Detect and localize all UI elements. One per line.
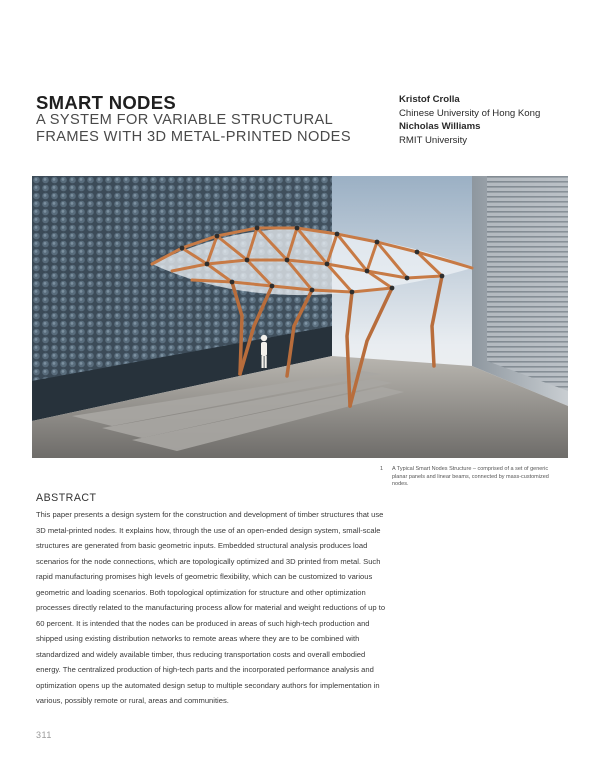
canopy-rendering (32, 176, 568, 458)
author-name: Kristof Crolla (399, 94, 460, 105)
figure-caption (380, 466, 560, 489)
hero-figure-image (32, 176, 568, 458)
author-block (399, 93, 540, 147)
subtitle-line-2: FRAMES WITH 3D METAL-PRINTED NODES (36, 129, 351, 145)
subtitle-line-1: A SYSTEM FOR VARIABLE STRUCTURAL (36, 112, 334, 128)
abstract-body: This paper presents a design system for the construction and development of timber structures that use 3D metal-printed nodes. It explains how, through the use of an open-ended design system, small-scale structures are generated from basic geometric inputs. Embedded structural analysis produces load scenarios for the node connections, which are topologically optimized and 3D printed from metal. Such rapid manufacturing promises high levels of geometric flexibility, which can be customized to various geometric and loading scenarios. Both topological optimization for structure and other optimization processes directly related to the manufacturing process allow for material and weight reductions of up to 60 percent. It is intended that the nodes can be produced in areas of such high-tech production and shipped using existing distribution networks to remote areas where they are to be combined with standardized and widely available timber, thus reducing transportation costs and overall embodied energy. The centralized production of high-tech parts and the incorporated performance analysis and optimization opens up the automated design setup to multiple secondary authors for implementation in various, possibly remote or rural, areas and communities. (36, 510, 386, 705)
abstract-heading: ABSTRACT (36, 492, 97, 504)
figure-number: 1 (380, 466, 384, 472)
page-number: 311 (36, 730, 52, 740)
author-affiliation: RMIT University (399, 134, 468, 146)
author-name: Nicholas Williams (399, 121, 481, 132)
author-affiliation: Chinese University of Hong Kong (399, 107, 541, 119)
paper-title: SMART NODES (36, 92, 176, 113)
paper-subtitle (36, 112, 351, 146)
figure-caption-text: A Typical Smart Nodes Structure – comprised of a set of generic planar panels and linear beams, connected by mass-customized nodes. (392, 466, 549, 488)
